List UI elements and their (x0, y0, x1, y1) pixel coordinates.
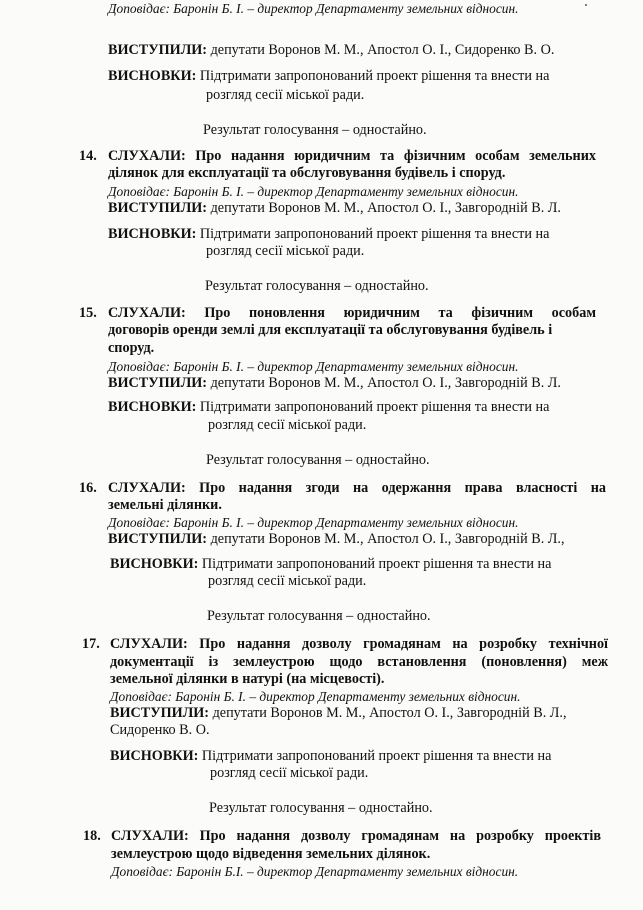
conclusions-text: Підтримати запропонований проект рішення та внести на (199, 68, 550, 84)
conclusions-text: Підтримати запропонований проект рішення та внести на (199, 399, 550, 415)
spoke-text: депутати Воронов М. М., Апостол О. І., Завгородній В. Л., (212, 705, 567, 721)
spoke-text: депутати Воронов М. М., Апостол О. І., Завгородній В. Л., (210, 531, 565, 547)
vote-result: Результат голосування – одностайно. (205, 278, 429, 294)
item-title-line (110, 636, 608, 653)
item-title-text: Про надання згоди на одержання права власності на (199, 480, 607, 496)
conclusions-continuation: розгляд сесії міської ради. (208, 417, 367, 433)
item-number: 17. (82, 636, 100, 652)
conclusions-label: ВИСНОВКИ: (110, 748, 199, 764)
spoke-line (108, 531, 565, 548)
heard-label: СЛУХАЛИ: (108, 480, 186, 496)
item-title-line: земельні ділянки. (108, 497, 222, 513)
reporter-line: Доповідає: Баронін Б. І. – директор Департаменту земельних відносин. (108, 515, 519, 530)
spoke-line (108, 42, 554, 59)
spoke-text: депутати Воронов М. М., Апостол О. І., Завгородній В. Л. (210, 375, 561, 391)
spoke-label: ВИСТУПИЛИ: (108, 42, 208, 58)
reporter-line: Доповідає: Баронін Б. І. – директор Департаменту земельних відносин. (108, 1, 519, 16)
item-number: 18. (83, 828, 101, 844)
conclusions-label: ВИСНОВКИ: (108, 68, 197, 84)
spoke-line (108, 375, 561, 392)
item-number: 16. (79, 480, 97, 496)
item-title-text: Про надання юридичним та фізичним особам земельних (195, 148, 596, 164)
reporter-line: Доповідає: Баронін Б. І. – директор Департаменту земельних відносин. (110, 689, 521, 704)
item-title-line (108, 305, 596, 322)
item-title-line: земельної ділянки в натурі (на місцевості). (110, 671, 385, 687)
vote-result: Результат голосування – одностайно. (209, 800, 433, 816)
item-title-line: споруд. (108, 340, 155, 356)
item-title-line: ділянок для експлуатації та обслуговування будівель і споруд. (108, 165, 506, 181)
conclusions-continuation: розгляд сесії міської ради. (210, 765, 369, 781)
reporter-line: Доповідає: Баронін Б.І. – директор Департаменту земельних відносин. (111, 864, 519, 879)
conclusions-label: ВИСНОВКИ: (110, 556, 199, 572)
item-title-line: землеустрою щодо відведення земельних ділянок. (111, 846, 431, 862)
spoke-text: депутати Воронов М. М., Апостол О. І., Завгородній В. Л. (210, 200, 561, 216)
item-title-text: Про надання дозволу громадянам на розробку проектів (199, 828, 602, 844)
spoke-continuation: Сидоренко В. О. (110, 722, 210, 738)
spoke-line (108, 200, 561, 217)
spoke-label: ВИСТУПИЛИ: (108, 200, 208, 216)
reporter-line: Доповідає: Баронін Б. І. – директор Департаменту земельних відносин. (108, 184, 519, 199)
heard-label: СЛУХАЛИ: (108, 148, 186, 164)
conclusions-line (110, 748, 551, 765)
spoke-label: ВИСТУПИЛИ: (108, 531, 208, 547)
heard-label: СЛУХАЛИ: (108, 305, 186, 321)
heard-label: СЛУХАЛИ: (110, 636, 188, 652)
conclusions-label: ВИСНОВКИ: (108, 226, 197, 242)
spoke-label: ВИСТУПИЛИ: (108, 375, 208, 391)
conclusions-label: ВИСНОВКИ: (108, 399, 197, 415)
item-title-line (111, 828, 601, 845)
spoke-line (110, 705, 567, 722)
conclusions-text: Підтримати запропонований проект рішення та внести на (201, 556, 552, 572)
item-number: 14. (79, 148, 97, 164)
vote-result: Результат голосування – одностайно. (206, 452, 430, 468)
conclusions-continuation: розгляд сесії міської ради. (208, 573, 367, 589)
item-title-text: Про надання дозволу громадянам на розробку технічної (199, 636, 609, 652)
conclusions-line (110, 556, 551, 573)
conclusions-line (108, 226, 549, 243)
scan-speck (585, 4, 587, 6)
vote-result: Результат голосування – одностайно. (203, 122, 427, 138)
conclusions-continuation: розгляд сесії міської ради. (206, 87, 365, 103)
heard-label: СЛУХАЛИ: (111, 828, 189, 844)
spoke-label: ВИСТУПИЛИ: (110, 705, 210, 721)
item-number: 15. (79, 305, 97, 321)
item-title-text: Про поновлення юридичним та фізичним особам (204, 305, 596, 321)
spoke-text: депутати Воронов М. М., Апостол О. І., Сидоренко В. О. (210, 42, 555, 58)
item-title-line (108, 480, 606, 497)
conclusions-text: Підтримати запропонований проект рішення та внести на (201, 748, 552, 764)
conclusions-text: Підтримати запропонований проект рішення та внести на (199, 226, 550, 242)
reporter-line: Доповідає: Баронін Б. І. – директор Департаменту земельних відносин. (108, 359, 519, 374)
conclusions-line (108, 399, 549, 416)
item-title-line: документації із землеустрою щодо встановлення (поновлення) меж (110, 654, 608, 670)
conclusions-continuation: розгляд сесії міської ради. (206, 243, 365, 259)
vote-result: Результат голосування – одностайно. (207, 608, 431, 624)
item-title-line: договорів оренди землі для експлуатації та обслуговування будівель і (108, 322, 553, 338)
item-title-line (108, 148, 596, 165)
conclusions-line (108, 68, 549, 85)
